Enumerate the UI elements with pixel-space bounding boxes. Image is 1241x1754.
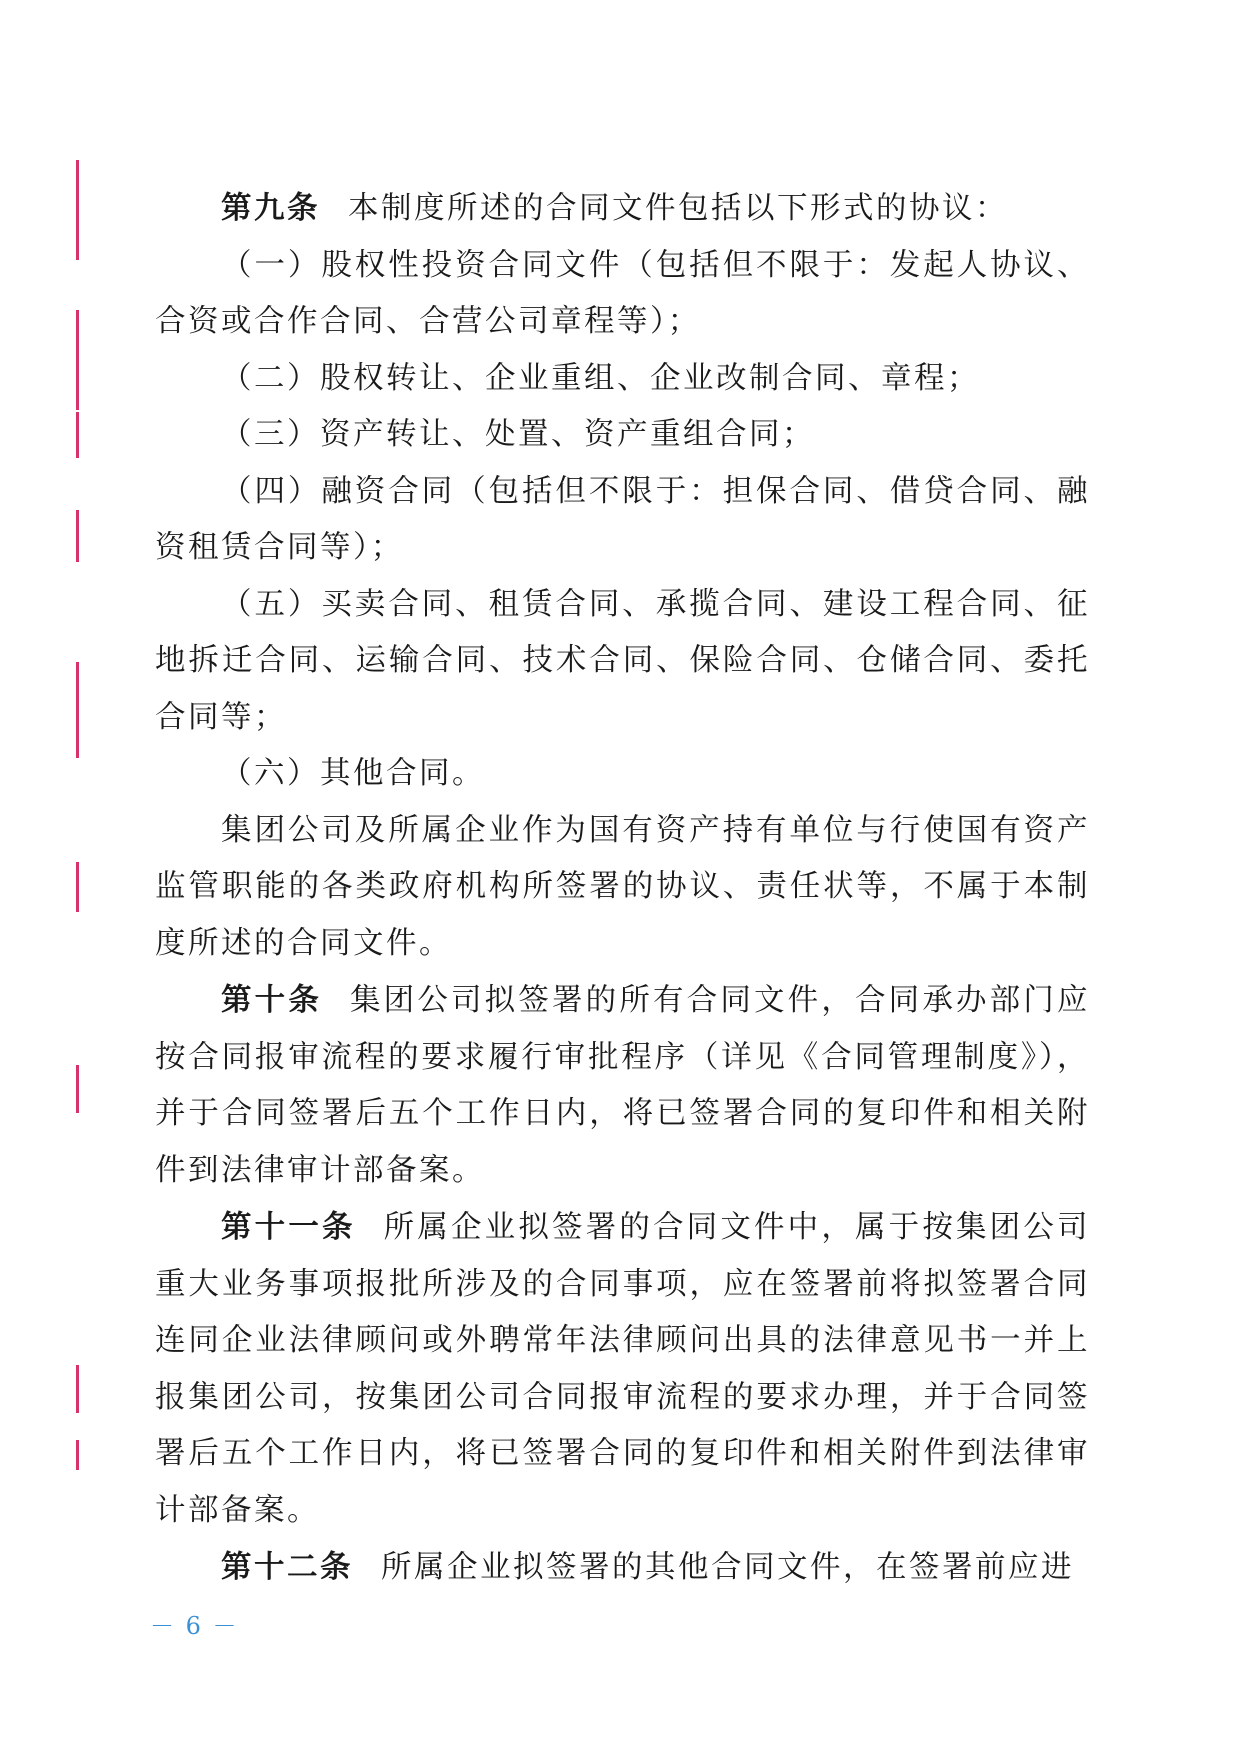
article-heading: 第九条 xyxy=(221,190,320,226)
paragraph: 集团公司及所属企业作为国有资产持有单位与行使国有资产监管职能的各类政府机构所签署的协议、责任状等，不属于本制度所述的合同文件。 xyxy=(155,812,1090,961)
list-item: （一）股权性投资合同文件（包括但不限于：发起人协议、合资或合作合同、合营公司章程等）； xyxy=(155,247,1090,339)
article-11 xyxy=(155,1199,1090,1539)
article-heading: 第十二条 xyxy=(221,1549,353,1585)
margin-mark xyxy=(76,510,79,562)
margin-mark xyxy=(76,412,79,458)
article-text: 集团公司拟签署的所有合同文件，合同承办部门应按合同报审流程的要求履行审批程序（详见《合同管理制度》），并于合同签署后五个工作日内，将已签署合同的复印件和相关附件到法律审计部备案。 xyxy=(155,983,1090,1188)
list-item: （四）融资合同（包括但不限于：担保合同、借贷合同、融资租赁合同等）； xyxy=(155,473,1090,565)
margin-mark xyxy=(76,310,79,410)
margin-mark xyxy=(76,662,79,758)
article-heading: 第十一条 xyxy=(221,1209,356,1245)
margin-mark xyxy=(76,1440,79,1470)
article-12 xyxy=(155,1539,1090,1597)
article-text: 所属企业拟签署的合同文件中，属于按集团公司重大业务事项报批所涉及的合同事项，应在签署前将拟签署合同连同企业法律顾问或外聘常年法律顾问出具的法律意见书一并上报集团公司，按集团公司合同报审流程的要求办理，并于合同签署后五个工作日内，将已签署合同的复印件和相关附件到法律审计部备案。 xyxy=(155,1210,1091,1528)
article-10 xyxy=(155,972,1090,1199)
article-heading: 第十条 xyxy=(221,982,322,1018)
margin-mark xyxy=(76,160,79,260)
list-item: （二）股权转让、企业重组、企业改制合同、章程； xyxy=(221,360,980,396)
article-9 xyxy=(155,180,1090,238)
body-text xyxy=(155,180,1090,1597)
margin-mark xyxy=(76,1365,79,1413)
list-item: （五）买卖合同、租赁合同、承揽合同、建设工程合同、征地拆迁合同、运输合同、技术合同、保险合同、仓储合同、委托合同等； xyxy=(155,586,1090,735)
article-text: 所属企业拟签署的其他合同文件，在签署前应进 xyxy=(381,1550,1074,1585)
page-number: － 6 － xyxy=(150,1612,239,1640)
margin-mark xyxy=(76,1065,79,1113)
list-item: （六）其他合同。 xyxy=(221,756,485,791)
margin-mark xyxy=(76,862,79,912)
list-item: （三）资产转让、处置、资产重组合同； xyxy=(221,417,815,452)
article-text: 本制度所述的合同文件包括以下形式的协议： xyxy=(348,191,1008,226)
